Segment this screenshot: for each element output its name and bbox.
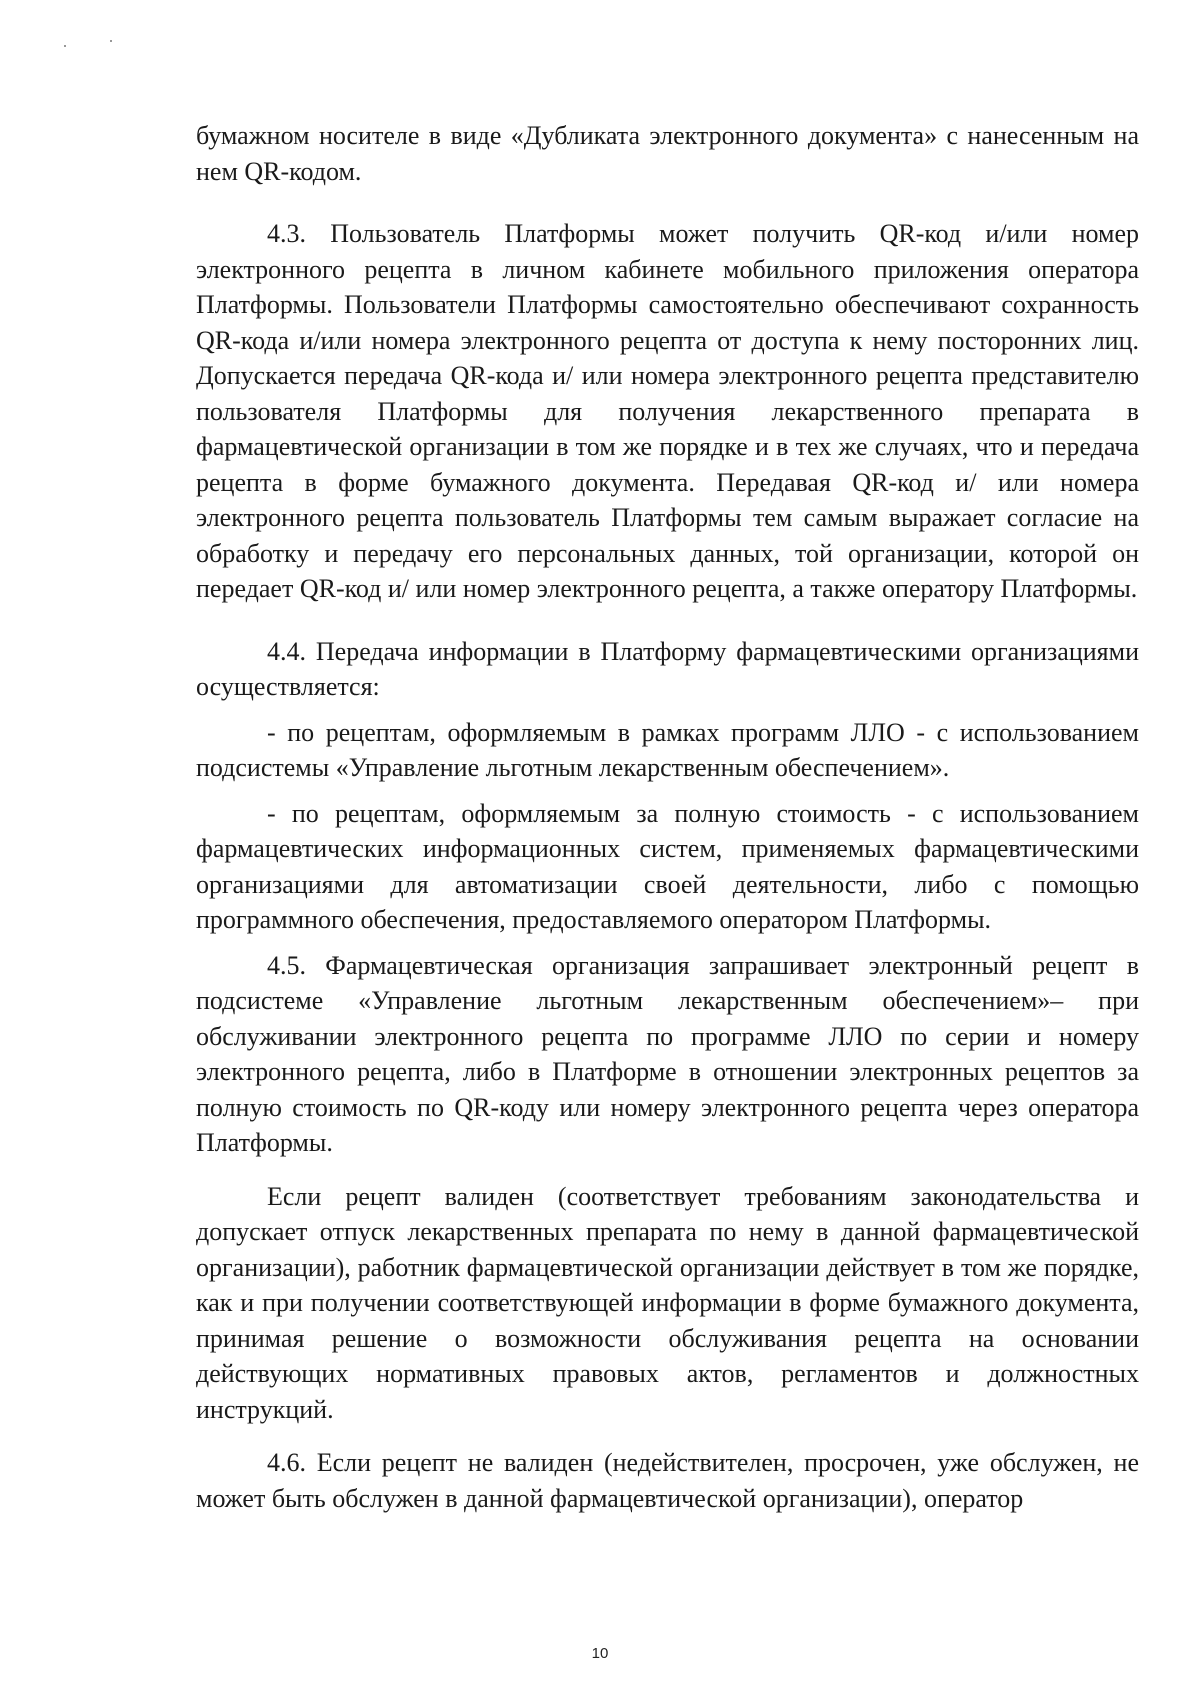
list-item-llo: - по рецептам, оформляемым в рамках программ ЛЛО - с использованием подсистемы «Управление льготным лекарственным обеспечением». — [196, 717, 1139, 782]
paragraph-valid-recipe: Если рецепт валиден (соответствует требованиям законодательства и допускает отпуск лекарственных препарата по нему в данной фармацевтической организации), работник фармацевтической организации действует в том же порядке, как и при получении соответствующей информации в форме бумажного документа, принимая решение о возможности обслуживания рецепта на основании действующих нормативных правовых актов, регламентов и должностных инструкций. — [196, 1181, 1139, 1424]
document-body — [196, 118, 1139, 1516]
paragraph-4-4: 4.4. Передача информации в Платформу фармацевтическими организациями осуществляется: — [196, 636, 1139, 701]
list-item-full-cost: - по рецептам, оформляемым за полную стоимость - с использованием фармацевтических информационных систем, применяемых фармацевтическими организациями для автоматизации своей деятельности, либо с помощью программного обеспечения, предоставляемого оператором Платформы. — [196, 798, 1139, 934]
scan-artifact — [64, 45, 66, 47]
paragraph-4-5: 4.5. Фармацевтическая организация запрашивает электронный рецепт в подсистеме «Управление льготным лекарственным обеспечением»– при обслуживании электронного рецепта по программе ЛЛО по серии и номеру электронного рецепта, либо в Платформе в отношении электронных рецептов за полную стоимость по QR-коду или номеру электронного рецепта через оператора Платформы. — [196, 950, 1139, 1157]
paragraph-continuation: бумажном носителе в виде «Дубликата электронного документа» с нанесенным на нем QR-кодом. — [196, 121, 1139, 186]
paragraph-4-6: 4.6. Если рецепт не валиден (недействителен, просрочен, уже обслужен, не может быть обслужен в данной фармацевтической организации), оператор — [196, 1448, 1139, 1513]
page-number: 10 — [591, 1645, 609, 1662]
paragraph-4-3: 4.3. Пользователь Платформы может получить QR-код и/или номер электронного рецепта в личном кабинете мобильного приложения оператора Платформы. Пользователи Платформы самостоятельно обеспечивают сохранность QR-кода и/или номера электронного рецепта от доступа к нему посторонних лиц. Допускается передача QR-кода и/ или номера электронного рецепта представителю пользователя Платформы для получения лекарственного препарата в фармацевтической организации в том же порядке и в тех же случаях, что и передача рецепта в форме бумажного документа. Передавая QR-код и/ или номера электронного рецепта пользователь Платформы тем самым выражает согласие на обработку и передачу его персональных данных, той организации, которой он передает QR-код и/ или номер электронного рецепта, а также оператору Платформы. — [196, 219, 1139, 603]
scan-artifact — [110, 40, 112, 42]
